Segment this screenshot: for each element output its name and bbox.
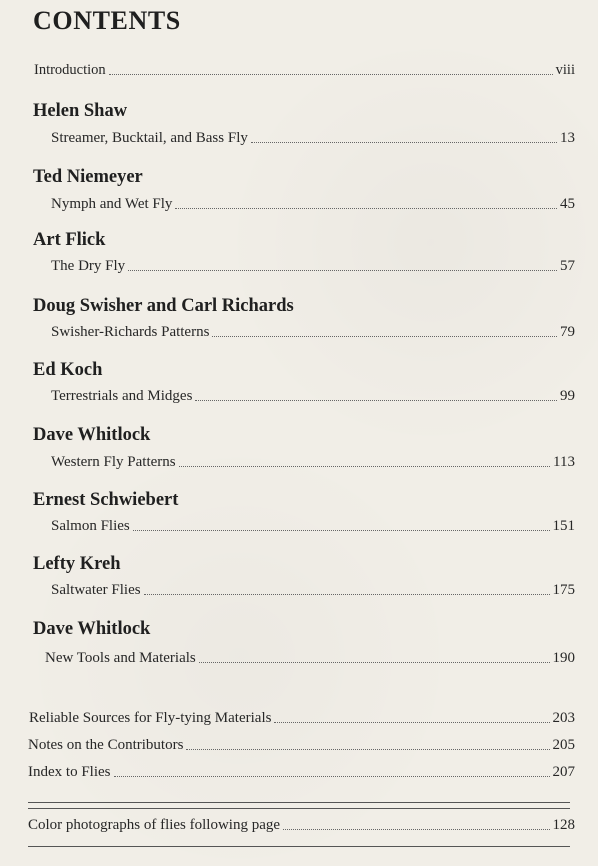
section-entry-row — [51, 518, 575, 535]
section-entry-row — [51, 582, 575, 599]
section-page-number: 99 — [560, 388, 575, 404]
dotted-leader — [133, 530, 550, 531]
section-page-number: 13 — [560, 130, 575, 146]
dotted-leader — [274, 722, 549, 723]
back-matter-page-number: 205 — [552, 737, 575, 753]
section-entry-row — [51, 454, 575, 471]
section-author: Art Flick — [33, 230, 106, 250]
section-entry-title: Western Fly Patterns — [51, 454, 176, 470]
section-author: Helen Shaw — [33, 101, 128, 121]
section-author: Dave Whitlock — [33, 425, 151, 445]
introduction-page-number: viii — [555, 62, 575, 78]
dotted-leader — [128, 270, 557, 271]
introduction-row — [34, 62, 575, 79]
section-author: Dave Whitlock — [33, 619, 151, 639]
section-entry-row — [51, 324, 575, 341]
dotted-leader — [179, 466, 550, 467]
section-author: Ed Koch — [33, 360, 103, 380]
section-entry-title: Swisher-Richards Patterns — [51, 324, 210, 340]
back-matter-label: Index to Flies — [28, 764, 111, 780]
section-entry-title: Nymph and Wet Fly — [51, 196, 173, 212]
section-entry-row — [45, 650, 575, 667]
section-page-number: 79 — [560, 324, 575, 340]
section-author: Lefty Kreh — [33, 554, 121, 574]
back-matter-row — [28, 764, 575, 781]
section-page-number: 175 — [552, 582, 575, 598]
page-title: CONTENTS — [33, 6, 181, 35]
back-matter-row — [29, 710, 575, 727]
dotted-leader — [186, 749, 549, 750]
dotted-leader — [175, 208, 557, 209]
section-page-number: 113 — [553, 454, 575, 470]
dotted-leader — [199, 662, 550, 663]
back-matter-label: Reliable Sources for Fly-tying Materials — [29, 710, 272, 726]
section-entry-title: Salmon Flies — [51, 518, 130, 534]
back-matter-page-number: 207 — [552, 764, 575, 780]
color-photographs-row — [28, 817, 575, 834]
bottom-horizontal-rule — [28, 846, 570, 847]
back-matter-row — [28, 737, 575, 754]
section-entry-row — [51, 388, 575, 405]
dotted-leader — [114, 776, 550, 777]
top-horizontal-rule — [28, 802, 570, 803]
back-matter-label: Notes on the Contributors — [28, 737, 184, 753]
color-photographs-page-number: 128 — [552, 817, 575, 833]
section-author: Ted Niemeyer — [33, 167, 143, 187]
dotted-leader — [144, 594, 550, 595]
section-page-number: 45 — [560, 196, 575, 212]
dotted-leader — [212, 336, 557, 337]
section-entry-title: Streamer, Bucktail, and Bass Fly — [51, 130, 248, 146]
section-entry-title: The Dry Fly — [51, 258, 126, 274]
middle-horizontal-rule — [28, 808, 570, 809]
back-matter-page-number: 203 — [552, 710, 575, 726]
section-page-number: 151 — [552, 518, 575, 534]
section-author: Doug Swisher and Carl Richards — [33, 296, 294, 316]
section-entry-row — [51, 258, 575, 275]
section-entry-title: Terrestrials and Midges — [51, 388, 193, 404]
dotted-leader — [109, 74, 553, 75]
dotted-leader — [251, 142, 557, 143]
section-entry-row — [51, 196, 575, 213]
introduction-label: Introduction — [34, 62, 106, 78]
section-entry-title: New Tools and Materials — [45, 650, 196, 666]
dotted-leader — [283, 829, 549, 830]
section-page-number: 190 — [552, 650, 575, 666]
color-photographs-label: Color photographs of flies following page — [28, 817, 281, 833]
section-author: Ernest Schwiebert — [33, 490, 179, 510]
section-page-number: 57 — [560, 258, 575, 274]
dotted-leader — [195, 400, 557, 401]
section-entry-title: Saltwater Flies — [51, 582, 141, 598]
section-entry-row — [51, 130, 575, 147]
